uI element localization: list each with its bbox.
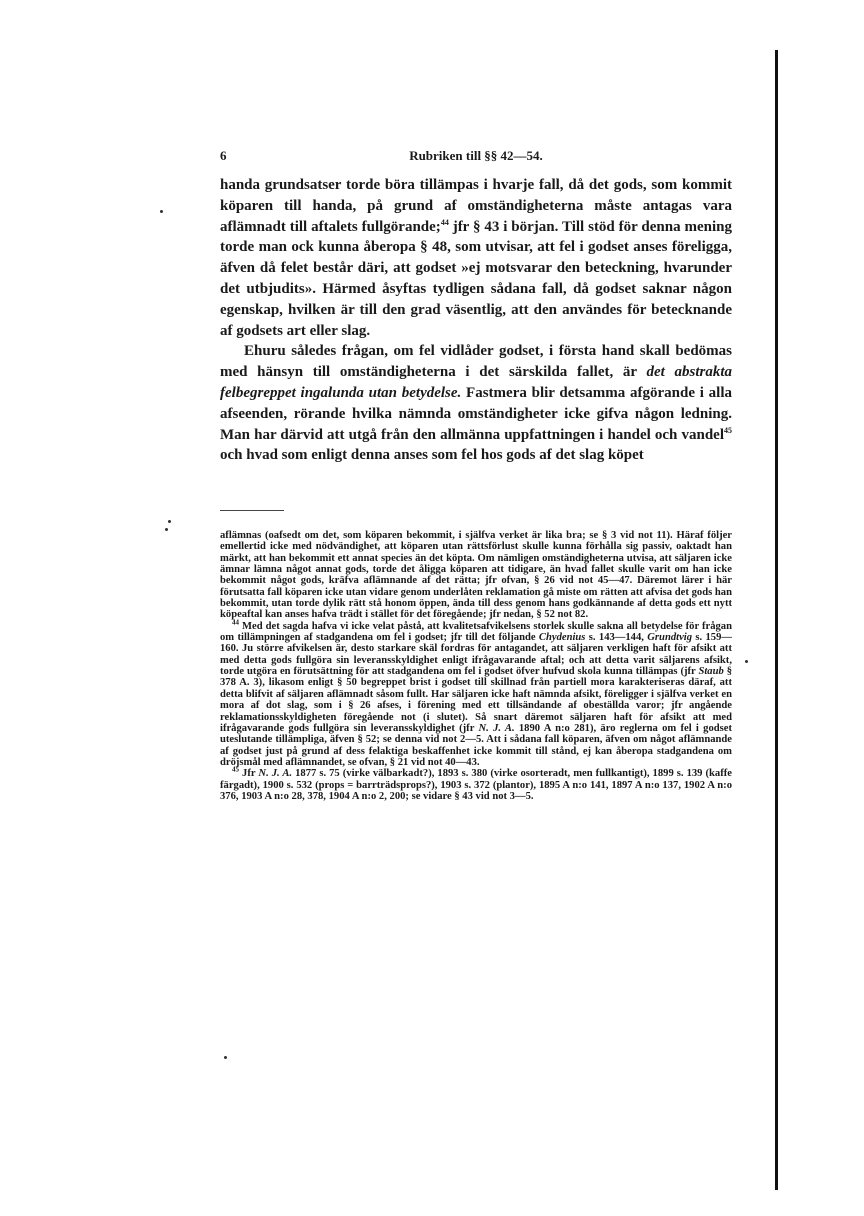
main-text [220, 175, 732, 466]
scan-speck [224, 1056, 227, 1059]
scan-speck [168, 520, 171, 523]
footnote-divider [220, 510, 284, 511]
running-title: Rubriken till §§ 42—54. [409, 148, 543, 163]
emphasis: det abstrakta felbegreppet ingalunda utan betydelse. [220, 364, 733, 401]
footnote-continued: aflämnas (oafsedt om det, som köparen bekommit, i själfva verket är lika bra; se § 3 vid not 11). Häraf följer emellertid icke med nödvändighet, att köparen utan rättsförlust skulle kunna förhålla sig passiv, oaktadt han märkt, att han bekommit ett annat species än det köpta. Om nämligen omständigheterna utvisa, att säljaren icke ämnar lämna något annat gods, torde det åligga köparen att tidigare, än hvad fallet skulle varit om han icke bekommit något gods, kräfva aflämnande af det rätta; jfr ofvan, § 26 vid not 45—47. Däremot lärer i här förutsatta fall köparen icke utan vidare genom underlåten reklamation gå miste om rätten att afvisa det gods han bekommit, utan torde dylik rätt stå honom öppen, ända till dess genom hans godkännande af detta gods ett nytt köpeaftal kan anses hafva trädt i stället för det föregående; jfr nedan, § 52 not 82. [220, 530, 732, 621]
paragraph-continued: handa grundsatser torde böra tillämpas i hvarje fall, då det gods, som kommit köparen till handa, på grund af omständigheterna måste antagas vara aflämnadt till aftalets fullgörande;$^{44}$ jfr § 43 i början. Till stöd för denna mening torde man ock kunna åberopa § 48, som utvisar, att fel i godset anses föreligga, äfven då felet består däri, att godset »ej motsvarar den beteckning, hvarunder det utbjudits». Härmed åsyftas tydligen sådana fall, då godset saknar någon egenskap, hvilken är till den grad väsentlig, att den användes för betecknande af godsets art eller slag. [220, 177, 733, 339]
scan-speck [165, 528, 168, 531]
page-number: 6 [220, 148, 227, 163]
footnote-45: $^{45}$ Jfr N. J. A. 1877 s. 75 (virke välbarkadt?), 1893 s. 380 (virke osorteradt, men fullkantigt), 1899 s. 139 (kaffe färgadt), 1900 s. 532 (props = barrträdsprops?), 1903 s. 372 (plantor), 1895 A n:o 141, 1897 A n:o 137, 1902 A n:o 376, 1903 A n:o 28, 378, 1904 A n:o 2, 200; se vidare § 43 vid not 3—5. [220, 765, 732, 802]
footnotes [220, 530, 732, 802]
paragraph: Ehuru således frågan, om fel vidlåder godset, i första hand skall bedömas med hänsyn till omständigheterna i det särskilda fallet, är det abstrakta felbegreppet ingalunda utan betydelse. Fastmera blir detsamma afgörande i alla afseenden, rörande hvilka nämnda omständigheter icke gifva någon ledning. Man har därvid att utgå från den allmänna uppfattningen i handel och vandel$^{45}$ och hvad som enligt denna anses som fel hos gods af det slag köpet [220, 343, 733, 464]
footnote-ref-44: 44 [440, 217, 449, 227]
footnote-44: $^{44}$ Med det sagda hafva vi icke velat påstå, att kvalitetsafvikelsens storlek skulle sakna all betydelse för frågan om tillämpningen af stadgandena om fel i godset; jfr till det följande Chydenius s. 143—144, Grundtvig s. 159—160. Ju större afvikelsen är, desto starkare skäl fordras för antagandet, att säljaren verkligen haft för afsikt att med detta gods fullgöra sin leveransskyldighet enligt ifrågavarande aftal; och att detta varit säljarens afsikt, torde utgöra en förutsättning för att stadgandena om fel i godset öfver hufvud skola kunna tillämpas (jfr Staub § 378 A. 3), likasom enligt § 50 begreppet brist i godset till skillnad från partiell mora karakteriseras däraf, att detta blifvit af säljaren aflämnadt såsom fullt. Har säljaren icke haft nämnda afsikt, föreligger i själfva verket en mora af dot slag, som i § 26 afses, i förening med ett tillsändande af obeställda varor; jfr angående reklamationsskyldigheten föregående not (i slutet). Så snart däremot säljaren haft för afsikt att med ifrågavarande gods fullgöra sin leveransskyldighet (jfr N. J. A. 1890 A n:o 281), äro reglerna om fel i godset uteslutande tillämpliga, äfven § 52; se denna vid not 2—5. Att i sådana fall köparen, äfven om något aflämnande af godset just på grund af dess felaktiga beskaffenhet icke kommit till stånd, ej kan åberopa stadgandena om dröjsmål med aflämnandet, se ofvan, § 21 vid not 40—43. [220, 618, 732, 768]
running-header [220, 148, 732, 166]
scan-margin-rule [775, 50, 778, 1190]
scan-speck [745, 660, 748, 663]
footnote-ref-45: 45 [724, 425, 732, 435]
scan-speck [160, 210, 163, 213]
